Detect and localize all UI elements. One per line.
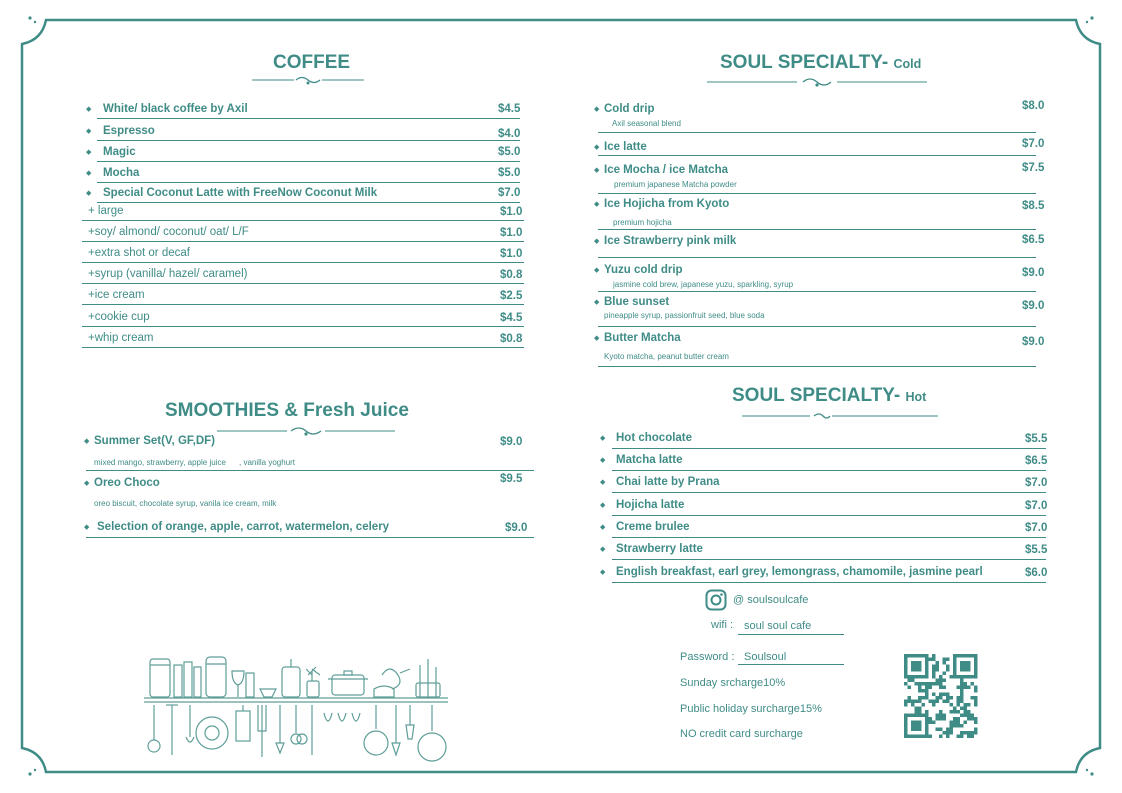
coffee-addon-price: $0.8 xyxy=(500,269,523,281)
cold-row-divider xyxy=(598,257,1036,258)
bullet-icon: ◆ xyxy=(600,546,606,553)
smoothie-item-name: Summer Set(V, GF,DF) xyxy=(94,435,215,447)
hot-item-name: Hojicha latte xyxy=(616,499,685,511)
kitchen-utensils-illustration xyxy=(140,645,452,767)
hot-item-name: Strawberry latte xyxy=(616,543,703,555)
smoothie-item-price: $9.5 xyxy=(500,473,523,485)
bullet-icon: ◆ xyxy=(600,502,606,509)
coffee-addon-divider xyxy=(82,326,524,327)
cold-item-desc: Kyoto matcha, peanut butter cream xyxy=(604,352,729,361)
cold-row-divider xyxy=(598,291,1036,292)
bullet-icon: ◆ xyxy=(84,438,90,445)
smoothie-item-price: $9.0 xyxy=(505,522,528,534)
wifi-value: soul soul cafe xyxy=(744,620,812,632)
coffee-item-name: Magic xyxy=(103,146,136,158)
bullet-icon: ◆ xyxy=(86,149,92,156)
cold-item-name: Ice Mocha / ice Matcha xyxy=(604,164,728,176)
wifi-underline xyxy=(738,634,844,635)
hot-title-suffix: Hot xyxy=(905,390,927,404)
coffee-addon-name: +soy/ almond/ coconut/ oat/ L/F xyxy=(88,226,249,238)
cold-row-divider xyxy=(598,132,1036,133)
smoothie-item-name: Oreo Choco xyxy=(94,477,160,489)
coffee-addon-divider xyxy=(82,347,524,348)
cold-item-price: $9.0 xyxy=(1022,267,1045,279)
bullet-icon: ◆ xyxy=(86,106,92,113)
cold-row-divider xyxy=(598,229,1036,230)
cold-item-price: $9.0 xyxy=(1022,300,1045,312)
coffee-row-divider xyxy=(97,140,520,141)
password-value: Soulsoul xyxy=(744,651,787,663)
bullet-icon: ◆ xyxy=(84,524,90,531)
coffee-addon-name: +syrup (vanilla/ hazel/ caramel) xyxy=(88,268,248,280)
bullet-icon: ◆ xyxy=(594,167,600,174)
coffee-row-divider xyxy=(97,182,520,183)
coffee-item-price: $7.0 xyxy=(498,187,521,199)
hot-item-price: $6.5 xyxy=(1025,455,1048,467)
password-label: Password : xyxy=(680,651,735,663)
coffee-item-name: Mocha xyxy=(103,167,140,179)
cold-item-name: Ice Strawberry pink milk xyxy=(604,235,737,247)
coffee-addon-price: $1.0 xyxy=(500,248,523,260)
smoothie-item-desc: oreo biscuit, chocolate syrup, vanila ice cream, milk xyxy=(94,499,277,508)
hot-row-divider xyxy=(612,515,1046,516)
cold-item-name: Blue sunset xyxy=(604,296,670,308)
holiday-surcharge: Public holiday surcharge15% xyxy=(680,703,822,715)
credit-card-note: NO credit card surcharge xyxy=(680,728,803,740)
hot-row-divider xyxy=(612,492,1046,493)
coffee-addon-divider xyxy=(82,241,524,242)
hot-item-name: English breakfast, earl grey, lemongrass, chamomile, jasmine pearl xyxy=(616,566,983,578)
cold-item-desc: pineapple syrup, passionfruit seed, blue soda xyxy=(604,311,765,320)
cold-item-desc: Axil seasonal blend xyxy=(612,119,681,128)
cold-row-divider xyxy=(598,155,1036,156)
smoothie-row-divider xyxy=(86,537,534,538)
coffee-row-divider xyxy=(97,161,520,162)
hot-item-name: Matcha latte xyxy=(616,454,683,466)
cold-item-name: Ice Hojicha from Kyoto xyxy=(604,198,730,210)
coffee-addon-divider xyxy=(82,304,524,305)
cold-item-name: Ice latte xyxy=(604,141,647,153)
coffee-addon-name: +whip cream xyxy=(88,332,154,344)
coffee-addon-name: + large xyxy=(88,205,124,217)
cold-item-desc: premium japanese Matcha powder xyxy=(614,180,737,189)
smoothie-item-desc: mixed mango, strawberry, apple juice xyxy=(94,458,226,467)
coffee-addon-divider xyxy=(82,283,524,284)
cold-item-name: Cold drip xyxy=(604,103,655,115)
bullet-icon: ◆ xyxy=(86,170,92,177)
coffee-addon-price: $2.5 xyxy=(500,290,523,302)
hot-row-divider xyxy=(612,537,1046,538)
cold-row-divider xyxy=(598,326,1036,327)
coffee-addon-price: $0.8 xyxy=(500,333,523,345)
bullet-icon: ◆ xyxy=(594,238,600,245)
bullet-icon: ◆ xyxy=(86,128,92,135)
hot-row-divider xyxy=(612,448,1046,449)
smoothies-title: SMOOTHIES & Fresh Juice xyxy=(165,400,409,421)
coffee-addon-divider xyxy=(82,262,524,263)
hot-item-price: $5.5 xyxy=(1025,433,1048,445)
coffee-addon-name: +cookie cup xyxy=(88,311,150,323)
bullet-icon: ◆ xyxy=(594,106,600,113)
cold-item-price: $7.0 xyxy=(1022,138,1045,150)
bullet-icon: ◆ xyxy=(600,569,606,576)
coffee-item-price: $5.0 xyxy=(498,146,521,158)
coffee-addon-name: +extra shot or decaf xyxy=(88,247,190,259)
coffee-row-divider xyxy=(97,202,520,203)
coffee-addon-price: $1.0 xyxy=(500,206,523,218)
coffee-item-name: White/ black coffee by Axil xyxy=(103,103,248,115)
hot-item-name: Creme brulee xyxy=(616,521,690,533)
cold-item-price: $8.0 xyxy=(1022,100,1045,112)
cold-row-divider xyxy=(598,366,1036,367)
cold-item-price: $7.5 xyxy=(1022,162,1045,174)
hot-title xyxy=(732,385,926,407)
cold-item-name: Butter Matcha xyxy=(604,332,681,344)
bullet-icon: ◆ xyxy=(600,479,606,486)
hot-item-price: $7.0 xyxy=(1025,500,1048,512)
cold-item-desc: premium hojicha xyxy=(613,218,672,227)
hot-row-divider xyxy=(612,582,1046,583)
wifi-label: wifi : xyxy=(711,619,733,631)
bullet-icon: ◆ xyxy=(594,267,600,274)
coffee-row-divider xyxy=(97,118,520,119)
ornament-divider xyxy=(250,74,366,86)
hot-title-text: SOUL SPECIALTY- xyxy=(732,385,901,406)
coffee-addon-name: +ice cream xyxy=(88,289,145,301)
hot-item-price: $7.0 xyxy=(1025,477,1048,489)
cold-title-text: SOUL SPECIALTY- xyxy=(720,52,889,73)
coffee-addon-divider xyxy=(82,220,524,221)
ornament-divider xyxy=(215,425,397,437)
hot-row-divider xyxy=(612,470,1046,471)
coffee-item-price: $4.0 xyxy=(498,128,521,140)
bullet-icon: ◆ xyxy=(600,524,606,531)
smoothie-item-price: $9.0 xyxy=(500,436,523,448)
cold-item-desc: jasmine cold brew, japanese yuzu, sparkling, syrup xyxy=(613,280,794,289)
ornament-divider xyxy=(740,411,940,421)
smoothie-item-name: Selection of orange, apple, carrot, watermelon, celery xyxy=(97,521,390,533)
coffee-addon-price: $1.0 xyxy=(500,227,523,239)
sunday-surcharge: Sunday srcharge10% xyxy=(680,677,786,689)
bullet-icon: ◆ xyxy=(594,335,600,342)
cold-title-suffix: Cold xyxy=(893,57,922,71)
cold-item-name: Yuzu cold drip xyxy=(604,264,683,276)
bullet-icon: ◆ xyxy=(84,480,90,487)
coffee-item-price: $4.5 xyxy=(498,103,521,115)
qr-code-icon[interactable] xyxy=(903,654,979,738)
password-underline xyxy=(738,664,844,665)
coffee-item-name: Espresso xyxy=(103,125,155,137)
coffee-item-name: Special Coconut Latte with FreeNow Coconut Milk xyxy=(103,187,378,199)
cold-item-price: $9.0 xyxy=(1022,336,1045,348)
bullet-icon: ◆ xyxy=(600,435,606,442)
bullet-icon: ◆ xyxy=(594,144,600,151)
ornament-divider xyxy=(705,76,929,88)
smoothie-item-desc-extra: , vanilla yoghurt xyxy=(239,458,296,467)
cold-row-divider xyxy=(598,193,1036,194)
coffee-item-price: $5.0 xyxy=(498,167,521,179)
hot-item-price: $7.0 xyxy=(1025,522,1048,534)
bullet-icon: ◆ xyxy=(600,457,606,464)
hot-item-name: Chai latte by Prana xyxy=(616,476,720,488)
cold-item-price: $6.5 xyxy=(1022,234,1045,246)
hot-item-name: Hot chocolate xyxy=(616,432,693,444)
bullet-icon: ◆ xyxy=(594,299,600,306)
coffee-addon-price: $4.5 xyxy=(500,312,523,324)
instagram-handle[interactable]: @ soulsoulcafe xyxy=(733,594,809,606)
cold-item-price: $8.5 xyxy=(1022,200,1045,212)
coffee-title: COFFEE xyxy=(273,52,351,73)
hot-item-price: $5.5 xyxy=(1025,544,1048,556)
bullet-icon: ◆ xyxy=(594,201,600,208)
hot-row-divider xyxy=(612,559,1046,560)
instagram-icon[interactable] xyxy=(705,589,727,611)
bullet-icon: ◆ xyxy=(86,190,92,197)
hot-item-price: $6.0 xyxy=(1025,567,1048,579)
cold-title xyxy=(720,52,921,74)
smoothie-row-divider xyxy=(86,470,534,471)
